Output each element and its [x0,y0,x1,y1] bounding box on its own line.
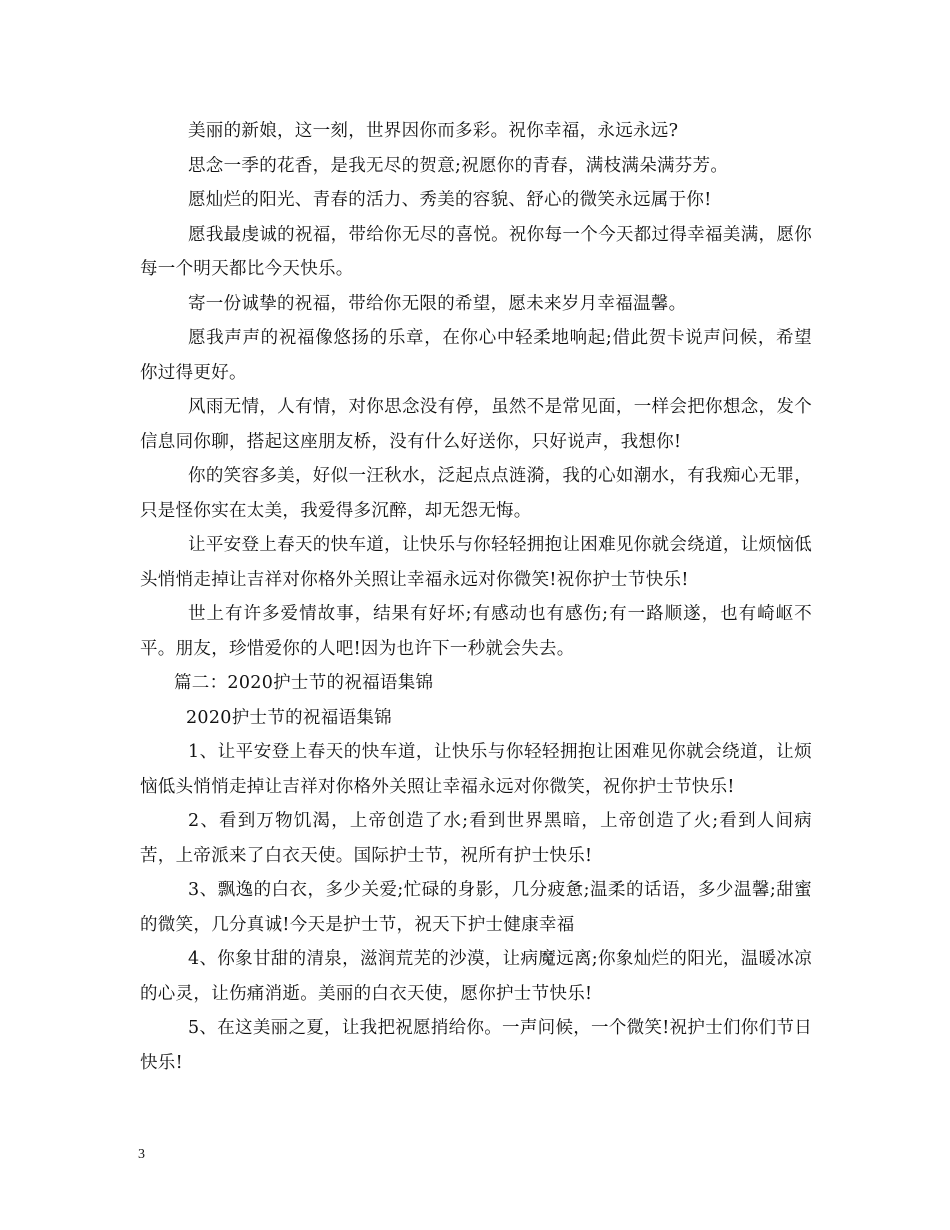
page-number: 3 [138,1147,145,1162]
numbered-item: 3、飘逸的白衣，多少关爱;忙碌的身影，几分疲惫;温柔的话语，多少温馨;甜蜜的微笑，几分真诚!今天是护士节，祝天下护士健康幸福 [140,880,812,935]
paragraph: 愿我最虔诚的祝福，带给你无尽的喜悦。祝你每一个今天都过得幸福美满，愿你每一个明天都比今天快乐。 [140,224,812,279]
paragraph: 世上有许多爱情故事，结果有好坏;有感动也有感伤;有一路顺遂，也有崎岖不平。朋友，珍惜爱你的人吧!因为也许下一秒就会失去。 [140,604,812,659]
paragraph: 思念一季的花香，是我无尽的贺意;祝愿你的青春，满枝满朵满芬芳。 [188,155,729,176]
document-body [140,114,812,1080]
paragraph: 让平安登上春天的快车道，让快乐与你轻轻拥抱让困难见你就会绕道，让烦恼低头悄悄走掉让吉祥对你格外关照让幸福永远对你微笑!祝你护士节快乐! [140,535,812,590]
numbered-item: 2、看到万物饥渴，上帝创造了水;看到世界黑暗，上帝创造了火;看到人间病苦，上帝派来了白衣天使。国际护士节，祝所有护士快乐! [140,811,812,866]
numbered-item: 5、在这美丽之夏，让我把祝愿捎给你。一声问候，一个微笑!祝护士们你们节日快乐! [140,1018,812,1073]
numbered-item: 1、让平安登上春天的快车道，让快乐与你轻轻拥抱让困难见你就会绕道，让烦恼低头悄悄走掉让吉祥对你格外关照让幸福永远对你微笑，祝你护士节快乐! [140,742,812,797]
paragraph: 愿灿烂的阳光、青春的活力、秀美的容貌、舒心的微笑永远属于你! [188,190,712,210]
section-heading: 篇二：2020护士节的祝福语集锦 [174,673,434,693]
paragraph: 风雨无情，人有情，对你思念没有停，虽然不是常见面，一样会把你想念，发个信息同你聊，搭起这座朋友桥，没有什么好送你，只好说声，我想你! [140,397,812,452]
numbered-item: 4、你象甘甜的清泉，滋润荒芜的沙漠，让病魔远离;你象灿烂的阳光，温暖冰凉的心灵，让伤痛消逝。美丽的白衣天使，愿你护士节快乐! [140,949,812,1004]
paragraph: 美丽的新娘，这一刻，世界因你而多彩。祝你幸福，永远永远? [188,121,679,141]
paragraph: 愿我声声的祝福像悠扬的乐章，在你心中轻柔地响起;借此贺卡说声问候，希望你过得更好。 [140,328,812,383]
section-title: 2020护士节的祝福语集锦 [186,707,392,728]
paragraph: 你的笑容多美，好似一汪秋水，泛起点点涟漪，我的心如潮水，有我痴心无罪，只是怪你实在太美，我爱得多沉醉，却无怨无悔。 [140,466,812,521]
paragraph: 寄一份诚挚的祝福，带给你无限的希望，愿未来岁月幸福温馨。 [188,293,687,314]
